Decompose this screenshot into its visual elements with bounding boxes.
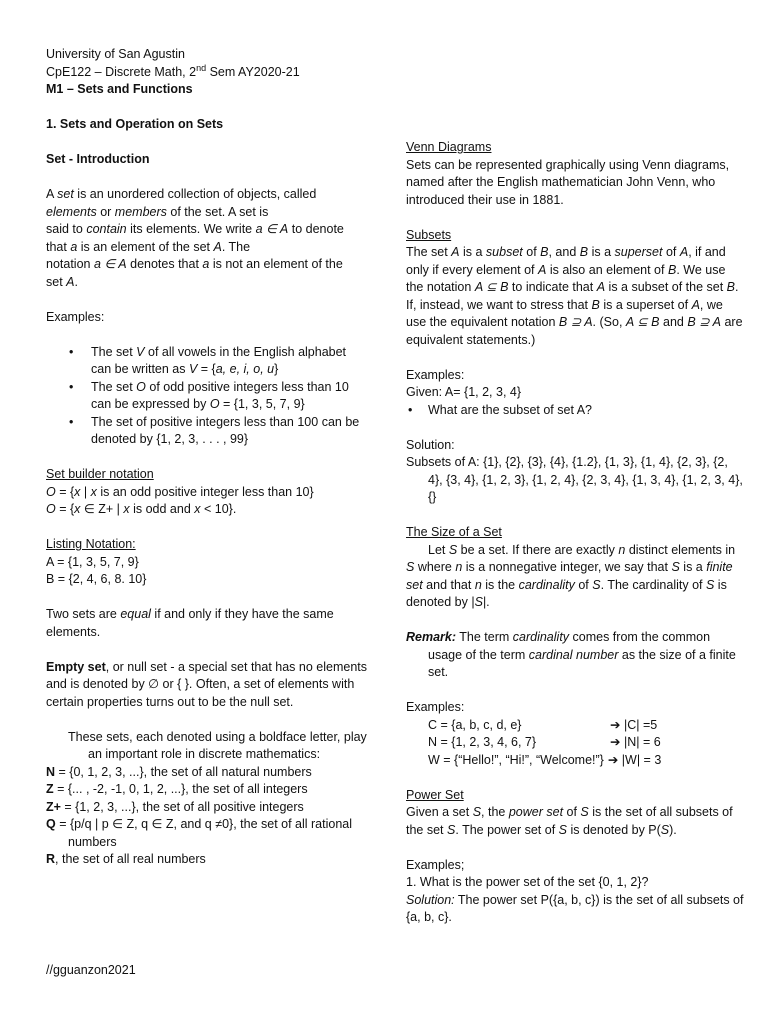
right-column xyxy=(406,139,744,927)
empty-set-paragraph: Empty set, or null set - a special set that has no elements and is denoted by ∅ or { }. Often, a set of elements with certain properties turns out to be the null set. xyxy=(46,659,367,709)
solution-label: Solution: xyxy=(406,437,455,452)
venn-paragraph: Sets can be represented graphically using Venn diagrams, named after the English mathematician John Venn, who introduced their use in 1881. xyxy=(406,157,730,207)
subsets-paragraph: The set A is a subset of B, and B is a superset of A, if and only if every element of A is also an element of B. We use the notation A ⊆ B to indicate that A is a subset of the set B. If, instead, we want to stress that B is a superset of A, we use the equivalent notation B ⊇ A. (So, A ⊆ B and B ⊇ A are equivalent statements.) xyxy=(406,245,743,347)
intro-paragraph: A set is an unordered collection of objects, called elements or members of the set. A set is said to contain its elements. We write a ∈ A to denote that a is an element of the set A. The notation a ∈ A denotes that a is not an element of the set A. xyxy=(46,187,344,289)
solution-text: Subsets of A: {1}, {2}, {3}, {4}, {1.2}, {1, 3}, {1, 4}, {2, 3}, {2, 4}, {3, 4}, {1, 2, 3}, {1, 2, 4}, {2, 3, 4}, {1, 3, 4}, {1, 2, 3, 4}, {} xyxy=(406,455,743,504)
examples-label: Examples; xyxy=(406,857,465,872)
list-item: • What are the subset of set A? xyxy=(406,402,744,420)
power-set-question: 1. What is the power set of the set {0, 1, 2}? xyxy=(406,875,649,889)
list-item: • The set O of odd positive integers less than 10 can be expressed by O = {1, 3, 5, 7, 9} xyxy=(46,379,368,414)
examples-label: Examples: xyxy=(406,367,465,382)
special-set-item: R, the set of all real numbers xyxy=(46,852,206,866)
size-heading: The Size of a Set xyxy=(406,525,502,539)
course-title: CpE122 – Discrete Math, 2nd Sem AY2020-21 xyxy=(46,62,300,79)
examples-list xyxy=(46,344,368,449)
examples-label: Examples: xyxy=(406,700,465,714)
venn-heading: Venn Diagrams xyxy=(406,140,492,154)
footer-signature: //gguanzon2021 xyxy=(46,963,136,977)
remark-paragraph: Remark: The term cardinality comes from the common usage of the term cardinal number as the size of a finite set. xyxy=(406,630,736,679)
special-set-item: Z+ = {1, 2, 3, ...}, the set of all positive integers xyxy=(46,799,304,814)
cardinality-example: C = {a, b, c, d, e} ➔ |C| =5 xyxy=(428,717,658,732)
special-sets-intro: These sets, each denoted using a boldface letter, play an important role in discrete mathematics: xyxy=(68,729,367,761)
subsets-heading: Subsets xyxy=(406,227,452,242)
size-paragraph: Let S be a set. If there are exactly n distinct elements in S where n is a nonnegative integer, we say that S is a finite set and that n is the cardinality of S. The cardinality of S is denoted by |S|. xyxy=(406,542,736,609)
power-set-paragraph: Given a set S, the power set of S is the set of all subsets of the set S. The power set of S is denoted by P(S). xyxy=(406,805,733,837)
left-column xyxy=(46,46,368,869)
special-set-item: N = {0, 1, 2, 3, ...}, the set of all natural numbers xyxy=(46,764,312,779)
cardinality-example: W = {“Hello!”, “Hi!”, “Welcome!”} ➔ |W| = 3 xyxy=(428,752,662,767)
examples-label: Examples: xyxy=(46,309,105,324)
section-heading: 1. Sets and Operation on Sets xyxy=(46,117,224,131)
university-name: University of San Agustin xyxy=(46,47,185,61)
special-set-item: Z = {... , -2, -1, 0, 1, 2, ...}, the set of all integers xyxy=(46,782,308,796)
list-item: • The set of positive integers less than 100 can be denoted by {1, 2, 3, . . . , 99} xyxy=(46,414,368,449)
module-title: M1 – Sets and Functions xyxy=(46,82,193,96)
list-item: • The set V of all vowels in the English alphabet can be written as V = {a, e, i, o, u} xyxy=(46,344,368,379)
listing-heading: Listing Notation: xyxy=(46,537,136,551)
question-list xyxy=(406,402,744,420)
power-set-solution: Solution: The power set P({a, b, c}) is the set of all subsets of {a, b, c}. xyxy=(406,892,744,924)
set-builder-line: O = {x ∈ Z+ | x is odd and x < 10}. xyxy=(46,502,237,516)
intro-heading: Set - Introduction xyxy=(46,152,150,166)
special-set-item: Q = {p/q | p ∈ Z, q ∈ Z, and q ≠0}, the set of all rational numbers xyxy=(46,817,353,849)
equal-sets-paragraph: Two sets are equal if and only if they have the same elements. xyxy=(46,607,334,639)
listing-line: B = {2, 4, 6, 8. 10} xyxy=(46,572,147,586)
set-builder-heading: Set builder notation xyxy=(46,467,154,481)
power-set-heading: Power Set xyxy=(406,787,464,802)
listing-line: A = {1, 3, 5, 7, 9} xyxy=(46,554,139,569)
given-line: Given: A= {1, 2, 3, 4} xyxy=(406,385,522,399)
cardinality-example: N = {1, 2, 3, 4, 6, 7} ➔ |N| = 6 xyxy=(428,735,661,749)
set-builder-line: O = {x | x is an odd positive integer less than 10} xyxy=(46,484,314,499)
